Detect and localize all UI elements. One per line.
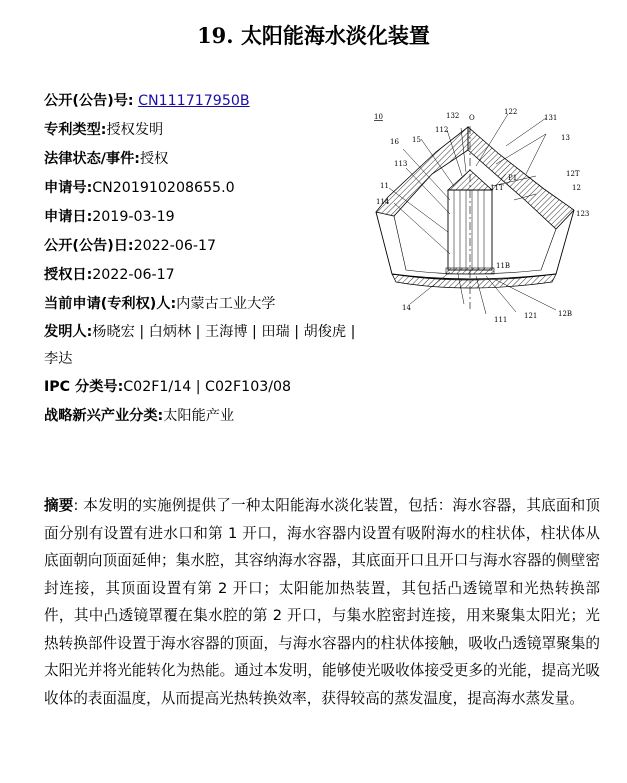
figure-label: 10 [374, 113, 383, 121]
app-no-value: CN201910208655.0 [92, 180, 235, 196]
figure-label: 12B [558, 310, 573, 318]
applicant-label: 当前申请(专利权)人: [44, 296, 177, 312]
abstract-label: 摘要 [44, 497, 74, 514]
figure-label: 121 [524, 312, 538, 320]
figure-label: 113 [394, 160, 408, 168]
figure-label: 12 [572, 184, 581, 192]
figure-label: 122 [504, 108, 518, 116]
applicant-row [44, 290, 374, 319]
figure-label: 114 [376, 198, 390, 206]
abstract-text: : 本发明的实施例提供了一种太阳能海水淡化装置，包括：海水容器，其底面和顶面分别有设置有进水口和第 1 开口，海水容器内设置有吸附海水的柱状体，柱状体从底面朝向顶面延伸；集水腔，其容纳海水容器，其底面开口且开口与海水容器的侧壁密封连接，其顶面设置有第 2 开口；太阳能加热装置，其包括凸透镜罩和光热转换部件，其中凸透镜罩覆在集水腔的第 2 开口，与集水腔密封连接，用来聚集太阳光；光热转换部件设置于海水容器的顶面，与海水容器内的柱状体接触，吸收凸透镜罩聚集的太阳光并将光能转化为热能。通过本发明，能够使光吸收体接受更多的光能，提高光吸收体的表面温度，从而提高光热转换效率，获得较高的蒸发温度，提高海水蒸发量。 [44, 497, 600, 707]
figure-label: 112 [435, 126, 449, 134]
figure-label: O [469, 114, 475, 122]
ipc-value: C02F1/14 | C02F103/08 [123, 379, 292, 395]
ipc-label: IPC 分类号: [44, 379, 124, 395]
figure-label: 11T [490, 184, 504, 192]
figure-label: P1 [508, 174, 518, 182]
pub-no-row [44, 87, 374, 116]
status-value: 授权 [139, 151, 169, 167]
figure-label: 123 [576, 210, 590, 218]
industry-label: 战略新兴产业分类: [44, 408, 164, 424]
figure-label: 13 [561, 134, 570, 142]
figure-label: 11B [496, 262, 511, 270]
pub-no-label: 公开(公告)号: [44, 93, 134, 109]
industry-value: 太阳能产业 [163, 408, 235, 424]
type-value: 授权发明 [106, 122, 164, 138]
figure-label: 12T [566, 170, 580, 178]
figure-label: 16 [390, 138, 399, 146]
industry-row [44, 402, 374, 431]
grant-date-value: 2022-06-17 [92, 267, 175, 283]
inventor-row [44, 319, 374, 373]
figure-label: 11 [380, 182, 389, 190]
patent-metadata [44, 87, 374, 431]
ipc-row [44, 373, 374, 402]
figure-label: 132 [446, 112, 460, 120]
abstract [44, 492, 600, 712]
inventor-value: 杨晓宏 | 白炳林 | 王海博 | 田瑞 | 胡俊虎 | 李达 [44, 324, 356, 367]
pub-date-value: 2022-06-17 [133, 238, 217, 254]
pub-no-link[interactable]: CN111717950B [138, 93, 250, 109]
status-row [44, 145, 374, 174]
type-row [44, 116, 374, 145]
app-no-row [44, 174, 374, 203]
app-date-value: 2019-03-19 [92, 209, 175, 225]
figure-label: 111 [494, 316, 508, 324]
figure-label: 15 [412, 136, 421, 144]
pub-date-row [44, 232, 374, 261]
grant-date-row [44, 261, 374, 290]
applicant-value: 内蒙古工业大学 [176, 296, 276, 312]
inventor-label: 发明人: [44, 324, 93, 340]
status-label: 法律状态/事件: [44, 151, 140, 167]
app-no-label: 申请号: [44, 180, 93, 196]
app-date-label: 申请日: [44, 209, 93, 225]
page-title: 19. 太阳能海水淡化装置 [197, 23, 430, 48]
type-label: 专利类型: [44, 122, 107, 138]
grant-date-label: 授权日: [44, 267, 93, 283]
patent-drawing [366, 104, 598, 324]
pub-date-label: 公开(公告)日: [44, 238, 134, 254]
figure-label: 131 [544, 114, 558, 122]
app-date-row [44, 203, 374, 232]
figure-label: 14 [402, 304, 411, 312]
